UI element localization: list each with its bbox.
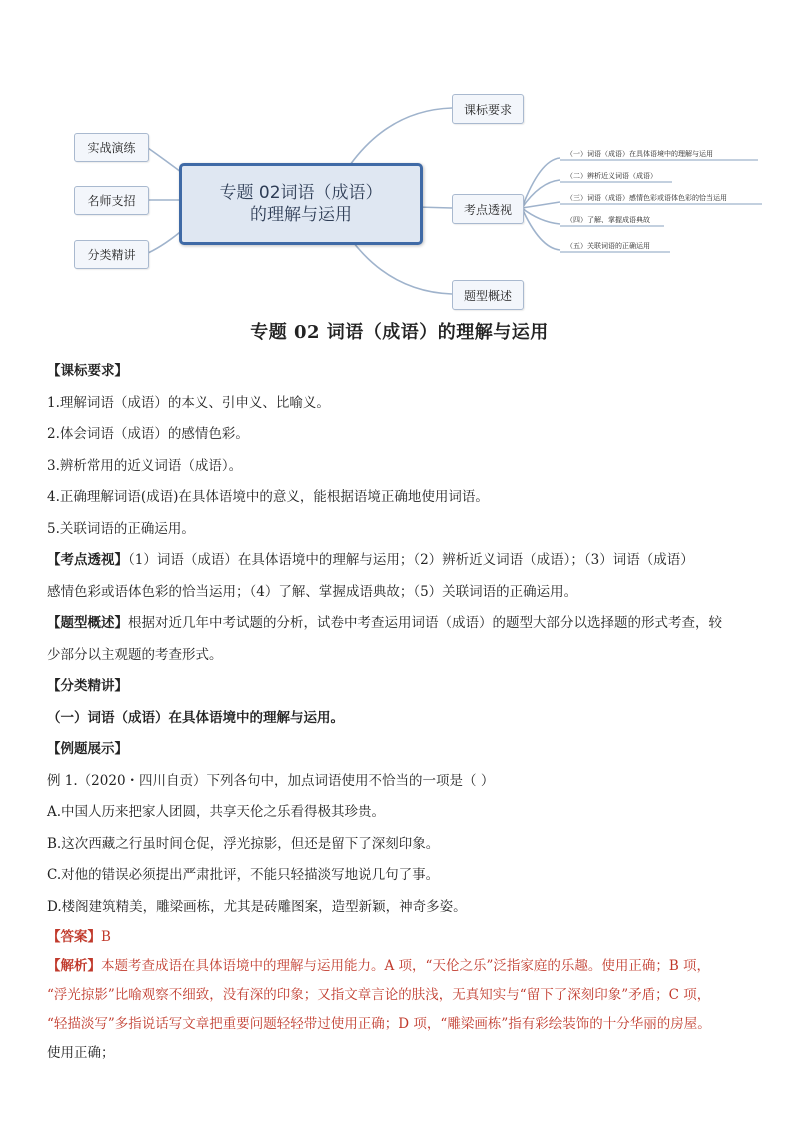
node-tixing: 题型概述 xyxy=(452,280,524,310)
node-fenlei: 分类精讲 xyxy=(74,240,149,269)
tixing-text-1: 根据对近几年中考试题的分析，试卷中考查运用词语（成语）的题型大部分以选择题的形式考查，较 xyxy=(128,615,722,631)
node-mingshi: 名师支招 xyxy=(74,186,149,215)
kaodian-text-1: （1）词语（成语）在具体语境中的理解与运用；（2）辨析近义词语（成语）；（3）词语（成语） xyxy=(128,552,694,568)
kebiao-item-4: 4.正确理解词语(成语)在具体语境中的意义，能根据语境正确地使用词语。 xyxy=(47,489,489,505)
sub-branch-4 xyxy=(522,208,560,224)
kebiao-heading: 【课标要求】 xyxy=(47,363,128,379)
analysis-label: 【解析】 xyxy=(47,958,101,974)
node-shizhan: 实战演练 xyxy=(74,133,149,162)
fenlei-heading: 【分类精讲】 xyxy=(47,678,128,694)
sub-item-1: （一）词语（成语）在具体语境中的理解与运用 xyxy=(566,150,713,158)
tixing-paragraph-line1 xyxy=(47,608,752,640)
option-b: B.这次西藏之行虽时间仓促，浮光掠影，但还是留下了深刻印象。 xyxy=(47,835,440,852)
central-title-line1: 专题 02词语（成语） xyxy=(219,182,383,203)
analysis-text-2: “浮光掠影”比喻观察不细致，没有深的印象；又指文章言论的肤浅，无真知实与“留下了深刻印象”矛盾；C 项， xyxy=(47,987,711,1003)
kaodian-text-2: 感情色彩或语体色彩的恰当运用；（4）了解、掌握成语典故；（5）关联词语的正确运用。 xyxy=(47,583,578,600)
option-d: D.楼阁建筑精美，雕梁画栋，尤其是砖雕图案，造型新颖，神奇多姿。 xyxy=(47,898,467,915)
node-kaodian: 考点透视 xyxy=(452,194,524,224)
option-a: A.中国人历来把家人团圆，共享天伦之乐看得极其珍贵。 xyxy=(47,804,386,820)
question-text: 例 1.（2020・四川自贡）下列各句中，加点词语使用不恰当的一项是（ ） xyxy=(47,772,495,789)
kebiao-item-5: 5.关联词语的正确运用。 xyxy=(47,520,195,537)
node-kebiao: 课标要求 xyxy=(452,94,524,124)
document-title: 专题 02 词语（成语）的理解与运用 xyxy=(250,322,549,343)
sub-item-3: （三）词语（成语）感情色彩或语体色彩的恰当运用 xyxy=(566,194,727,202)
branch-kebiao xyxy=(350,108,452,165)
central-node xyxy=(179,163,423,245)
analysis-text-3: “轻描淡写”多指说话写文章把重要问题轻轻带过使用正确；D 项，“雕梁画栋”指有彩绘装饰的十分华丽的房屋。 xyxy=(47,1016,711,1032)
central-title-line2: 的理解与运用 xyxy=(250,205,352,225)
kebiao-item-2: 2.体会词语（成语）的感情色彩。 xyxy=(47,426,249,442)
tixing-label: 【题型概述】 xyxy=(47,615,128,631)
answer-value: B xyxy=(101,929,111,945)
mind-map xyxy=(0,0,794,320)
option-c: C.对他的错误必须提出严肃批评，不能只轻描淡写地说几句了事。 xyxy=(47,867,440,883)
sub-branch-3 xyxy=(522,202,560,208)
answer-label: 【答案】 xyxy=(47,929,101,945)
branch-tixing xyxy=(350,238,452,294)
kebiao-item-1: 1.理解词语（成语）的本义、引申义、比喻义。 xyxy=(47,394,330,411)
answer-line xyxy=(47,923,752,952)
sub-branch-5 xyxy=(522,208,560,250)
sub-item-2: （二）辨析近义词语（成语） xyxy=(566,172,657,180)
analysis-line1 xyxy=(47,952,752,981)
analysis-text-1: 本题考查成语在具体语境中的理解与运用能力。A 项，“天伦之乐”泛指家庭的乐趣。使用正确；B 项， xyxy=(101,958,711,974)
kaodian-label: 【考点透视】 xyxy=(47,552,128,568)
example-heading: 【例题展示】 xyxy=(47,741,128,757)
sub-item-4: （四）了解、掌握成语典故 xyxy=(566,216,650,224)
section1-heading: （一）词语（成语）在具体语境中的理解与运用。 xyxy=(47,709,344,726)
tixing-text-2: 少部分以主观题的考查形式。 xyxy=(47,646,223,663)
analysis-text-4: 使用正确； xyxy=(47,1045,115,1061)
document-body xyxy=(47,318,752,1068)
kaodian-paragraph-line1 xyxy=(47,545,752,577)
kebiao-item-3: 3.辨析常用的近义词语（成语）。 xyxy=(47,457,243,474)
sub-item-5: （五）关联词语的正确运用 xyxy=(566,242,650,250)
